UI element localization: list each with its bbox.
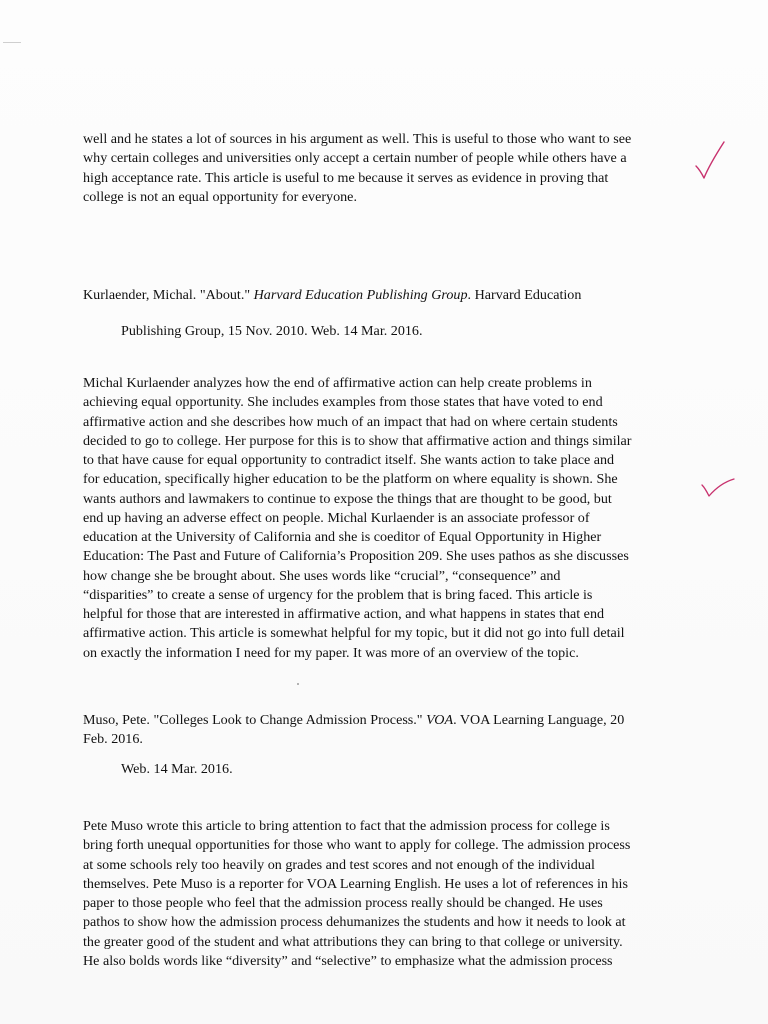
citation-first-line xyxy=(83,711,713,730)
citation-kurlaender-continuation xyxy=(121,322,711,341)
text-line: why certain colleges and universities only accept a certain number of people while others have a xyxy=(83,150,627,167)
text-line: themselves. Pete Muso is a reporter for VOA Learning English. He uses a lot of references in his xyxy=(83,875,628,892)
text-line: the greater good of the student and what attributions they can bring to that college or university. xyxy=(83,933,623,950)
text-line: at some schools rely too heavily on grades and test scores and not enough of the individual xyxy=(83,856,595,873)
text-line: bring forth unequal opportunities for those who want to apply for college. The admission process xyxy=(83,837,631,854)
citation-publication: Harvard Education Publishing Group xyxy=(253,287,468,303)
text-line: pathos to show how the admission process dehumanizes the students and how it needs to look at xyxy=(83,914,626,931)
citation-kurlaender xyxy=(83,286,703,305)
annotation-paragraph-3 xyxy=(83,817,713,971)
text-line: to that have cause for equal opportunity to contradict itself. She wants action to take place and xyxy=(83,452,615,468)
text-line: Michal Kurlaender analyzes how the end of affirmative action can help create problems in xyxy=(83,375,592,391)
citation-publication: VOA xyxy=(426,712,454,728)
citation-muso-continuation xyxy=(121,760,711,779)
text-line: Education: The Past and Future of California’s Proposition 209. She uses pathos as she discusses xyxy=(83,548,629,565)
text-line: on exactly the information I need for my paper. It was more of an overview of the topic. xyxy=(83,644,579,661)
text-line: college is not an equal opportunity for everyone. xyxy=(83,188,357,205)
text-line: decided to go to college. Her purpose for this is to show that affirmative action and things similar xyxy=(83,432,632,449)
citation-publisher: . VOA Learning Language, 20 xyxy=(453,712,625,728)
text-line: high acceptance rate. This article is useful to me because it serves as evidence in proving that xyxy=(83,169,609,186)
text-line: “disparities” to create a sense of urgency for the problem that is bring faced. This article is xyxy=(83,586,593,603)
annotation-paragraph-1 xyxy=(83,130,713,207)
scan-artifact xyxy=(3,42,21,43)
text-line: paper to those people who feel that the admission process really should be changed. He uses xyxy=(83,895,603,911)
scan-artifact xyxy=(297,683,299,685)
text-line: for education, specifically higher education to be the platform on where equality is shown. She xyxy=(83,471,618,488)
text-line: helpful for those that are interested in affirmative action, and what happens in states that end xyxy=(83,606,605,622)
citation-author-title: Kurlaender, Michal. "About." xyxy=(83,287,254,303)
text-line: education at the University of California and she is coeditor of Equal Opportunity in Higher xyxy=(83,529,602,545)
checkmark-icon xyxy=(700,473,736,501)
citation-muso xyxy=(83,711,713,750)
text-line: how change she be brought about. She uses words like “crucial”, “consequence” and xyxy=(83,567,561,584)
text-line: Pete Muso wrote this article to bring attention to fact that the admission process for college is xyxy=(83,818,610,834)
citation-continuation-line: Publishing Group, 15 Nov. 2010. Web. 14 Mar. 2016. xyxy=(121,323,423,339)
citation-first-line xyxy=(83,286,703,305)
citation-author-title: Muso, Pete. "Colleges Look to Change Admission Process." xyxy=(83,712,427,728)
text-line: affirmative action and she describes how much of an impact that had on where certain students xyxy=(83,413,618,430)
checkmark-icon xyxy=(694,140,726,182)
citation-publisher: . Harvard Education xyxy=(467,287,582,303)
citation-second-line: Feb. 2016. xyxy=(83,731,143,748)
text-line: well and he states a lot of sources in his argument as well. This is useful to those who want to see xyxy=(83,131,632,147)
text-line: achieving equal opportunity. She includes examples from those states that have voted to end xyxy=(83,394,603,411)
text-line: end up having an adverse effect on people. Michal Kurlaender is an associate professor of xyxy=(83,509,590,526)
text-line: He also bolds words like “diversity” and “selective” to emphasize what the admission process xyxy=(83,952,613,969)
text-line: affirmative action. This article is somewhat helpful for my topic, but it did not go into full detail xyxy=(83,625,625,642)
annotation-paragraph-2 xyxy=(83,374,713,663)
text-line: wants authors and lawmakers to continue to expose the things that are thought to be good, but xyxy=(83,490,612,507)
citation-continuation-line: Web. 14 Mar. 2016. xyxy=(121,761,233,777)
